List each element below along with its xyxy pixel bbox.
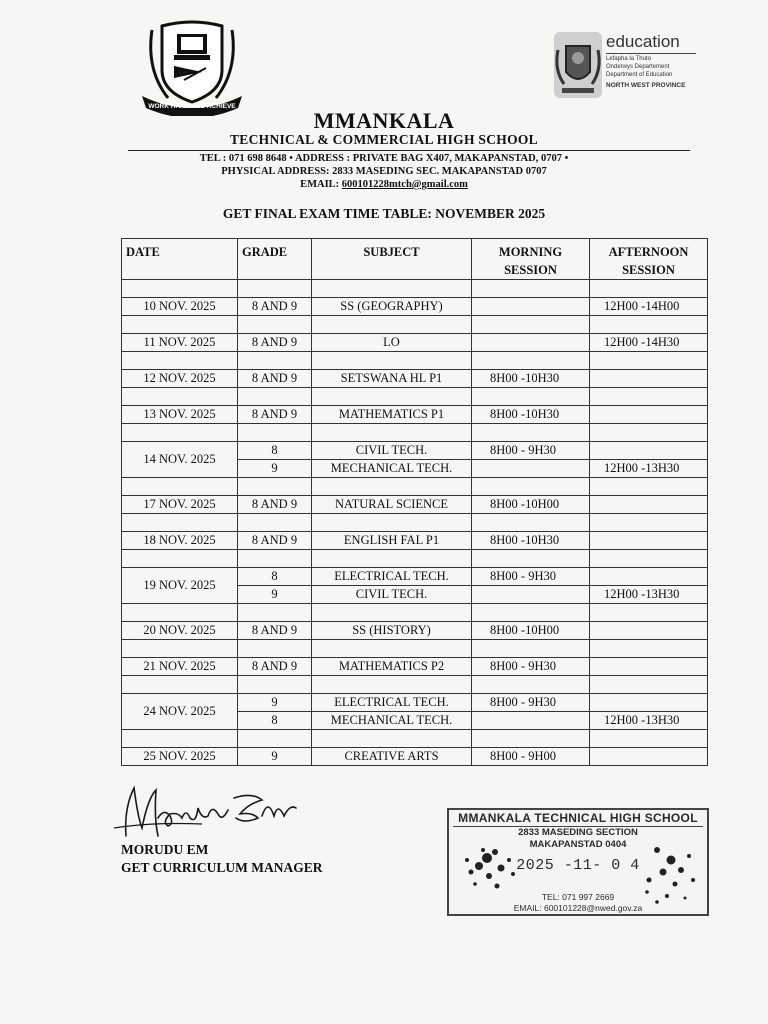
timetable-title: GET FINAL EXAM TIME TABLE: NOVEMBER 2025 <box>222 206 546 221</box>
afternoon-session-cell: 12H00 -14H00 <box>590 298 708 316</box>
date-cell: 24 NOV. 2025 <box>122 694 238 730</box>
stamp-address-line1: 2833 MASEDING SECTION <box>518 827 638 838</box>
grade-cell: 8 AND 9 <box>238 334 312 352</box>
afternoon-session-cell <box>590 748 708 766</box>
stamp-address-line2: MAKAPANSTAD 0404 <box>529 839 627 850</box>
morning-session-cell <box>472 334 590 352</box>
header-subject: SUBJECT <box>312 239 472 280</box>
grade-cell: 9 <box>238 748 312 766</box>
afternoon-session-cell <box>590 568 708 586</box>
exam-row <box>122 370 708 388</box>
grade-cell: 8 AND 9 <box>238 298 312 316</box>
afternoon-session-cell <box>590 496 708 514</box>
afternoon-session-cell: 12H00 -13H30 <box>590 586 708 604</box>
morning-session-cell <box>472 586 590 604</box>
subject-cell: CIVIL TECH. <box>312 442 472 460</box>
stamp-school-name: MMANKALA TECHNICAL HIGH SCHOOL <box>458 811 698 825</box>
exam-row <box>122 406 708 424</box>
spacer-row <box>122 280 708 298</box>
empty-cell <box>590 478 708 496</box>
stamp-email: EMAIL: 600101228@nwed.gov.za <box>513 903 643 913</box>
grade-cell: 8 AND 9 <box>238 532 312 550</box>
afternoon-session-cell: 12H00 -13H30 <box>590 460 708 478</box>
subject-cell: ENGLISH FAL P1 <box>312 532 472 550</box>
spacer-row <box>122 388 708 406</box>
spacer-row <box>122 352 708 370</box>
empty-cell <box>472 676 590 694</box>
afternoon-session-cell <box>590 442 708 460</box>
empty-cell <box>312 640 472 658</box>
date-cell: 20 NOV. 2025 <box>122 622 238 640</box>
empty-cell <box>238 352 312 370</box>
school-crest-logo <box>138 20 246 116</box>
empty-cell <box>122 676 238 694</box>
empty-cell <box>472 550 590 568</box>
exam-row <box>122 568 708 586</box>
empty-cell <box>590 730 708 748</box>
empty-cell <box>122 352 238 370</box>
subject-cell: NATURAL SCIENCE <box>312 496 472 514</box>
subject-cell: ELECTRICAL TECH. <box>312 568 472 586</box>
empty-cell <box>122 478 238 496</box>
empty-cell <box>590 604 708 622</box>
afternoon-session-cell: 12H00 -13H30 <box>590 712 708 730</box>
afternoon-session-cell <box>590 694 708 712</box>
empty-cell <box>312 604 472 622</box>
spacer-row <box>122 640 708 658</box>
empty-cell <box>472 316 590 334</box>
date-cell: 10 NOV. 2025 <box>122 298 238 316</box>
school-name: MMANKALA <box>313 108 455 133</box>
grade-cell: 8 <box>238 712 312 730</box>
morning-session-cell <box>472 298 590 316</box>
date-cell: 17 NOV. 2025 <box>122 496 238 514</box>
school-official-stamp <box>447 808 709 916</box>
empty-cell <box>312 730 472 748</box>
morning-session-cell: 8H00 -10H30 <box>472 532 590 550</box>
empty-cell <box>122 280 238 298</box>
dept-logo-line2: Onderwys Departement <box>606 64 670 70</box>
grade-cell: 8 AND 9 <box>238 406 312 424</box>
stamp-telephone: TEL: 071 997 2669 <box>541 892 615 902</box>
empty-cell <box>238 280 312 298</box>
exam-row <box>122 694 708 712</box>
empty-cell <box>472 640 590 658</box>
grade-cell: 9 <box>238 460 312 478</box>
empty-cell <box>238 424 312 442</box>
date-cell: 14 NOV. 2025 <box>122 442 238 478</box>
department-of-education-logo <box>552 30 700 102</box>
empty-cell <box>590 388 708 406</box>
subject-cell: LO <box>312 334 472 352</box>
empty-cell <box>122 424 238 442</box>
subject-cell: CIVIL TECH. <box>312 586 472 604</box>
afternoon-session-cell: 12H00 -14H30 <box>590 334 708 352</box>
empty-cell <box>312 352 472 370</box>
date-cell: 18 NOV. 2025 <box>122 532 238 550</box>
spacer-row <box>122 316 708 334</box>
subject-cell: MECHANICAL TECH. <box>312 712 472 730</box>
header-afternoon-session: AFTERNOON SESSION <box>590 239 708 280</box>
stamp-date: 2025 -11- 0 4 <box>516 857 640 874</box>
grade-cell: 8 <box>238 442 312 460</box>
school-subtitle: TECHNICAL & COMMERCIAL HIGH SCHOOL <box>230 132 538 147</box>
empty-cell <box>312 388 472 406</box>
empty-cell <box>472 280 590 298</box>
date-cell: 13 NOV. 2025 <box>122 406 238 424</box>
dept-logo-rule <box>606 53 696 54</box>
date-cell: 19 NOV. 2025 <box>122 568 238 604</box>
grade-cell: 9 <box>238 694 312 712</box>
empty-cell <box>590 550 708 568</box>
subject-cell: MECHANICAL TECH. <box>312 460 472 478</box>
morning-session-cell: 8H00 -10H30 <box>472 406 590 424</box>
timetable-body <box>122 280 708 766</box>
morning-session-cell: 8H00 -10H00 <box>472 622 590 640</box>
signatory-name: MORUDU EM <box>121 842 209 857</box>
header-grade: GRADE <box>238 239 312 280</box>
spacer-row <box>122 604 708 622</box>
email-link[interactable]: 600101228mtch@gmail.com <box>341 179 468 190</box>
subject-cell: MATHEMATICS P1 <box>312 406 472 424</box>
dept-logo-line3: Department of Education <box>606 72 673 78</box>
afternoon-session-cell <box>590 658 708 676</box>
date-cell: 12 NOV. 2025 <box>122 370 238 388</box>
subject-cell: ELECTRICAL TECH. <box>312 694 472 712</box>
empty-cell <box>472 730 590 748</box>
empty-cell <box>590 514 708 532</box>
empty-cell <box>122 550 238 568</box>
empty-cell <box>238 550 312 568</box>
spacer-row <box>122 478 708 496</box>
afternoon-session-cell <box>590 622 708 640</box>
morning-session-cell: 8H00 - 9H30 <box>472 442 590 460</box>
empty-cell <box>590 424 708 442</box>
morning-session-cell: 8H00 -10H00 <box>472 496 590 514</box>
empty-cell <box>312 550 472 568</box>
empty-cell <box>312 316 472 334</box>
handwritten-signature <box>112 778 302 848</box>
empty-cell <box>472 424 590 442</box>
morning-session-cell: 8H00 - 9H30 <box>472 658 590 676</box>
spacer-row <box>122 550 708 568</box>
dept-logo-line1: Lefapha la Thuto <box>606 56 651 62</box>
empty-cell <box>472 478 590 496</box>
exam-row <box>122 442 708 460</box>
morning-session-cell: 8H00 - 9H00 <box>472 748 590 766</box>
empty-cell <box>590 352 708 370</box>
empty-cell <box>590 280 708 298</box>
subject-cell: SETSWANA HL P1 <box>312 370 472 388</box>
contact-email-line <box>0 179 768 190</box>
empty-cell <box>122 640 238 658</box>
empty-cell <box>312 478 472 496</box>
contact-tel-address: TEL : 071 698 8648 • ADDRESS : PRIVATE BAG X407, MAKAPANSTAD, 0707 • <box>199 153 569 164</box>
subject-cell: MATHEMATICS P2 <box>312 658 472 676</box>
morning-session-cell: 8H00 -10H30 <box>472 370 590 388</box>
exam-row <box>122 658 708 676</box>
empty-cell <box>472 352 590 370</box>
empty-cell <box>472 604 590 622</box>
coat-of-arms-icon <box>552 30 604 100</box>
grade-cell: 9 <box>238 586 312 604</box>
empty-cell <box>238 514 312 532</box>
empty-cell <box>590 640 708 658</box>
crest-motto: WORK HARD AND ACHIEVE <box>148 103 236 110</box>
empty-cell <box>238 388 312 406</box>
header-morning-session: MORNING SESSION <box>472 239 590 280</box>
exam-row <box>122 748 708 766</box>
subject-cell: SS (GEOGRAPHY) <box>312 298 472 316</box>
spacer-row <box>122 514 708 532</box>
empty-cell <box>590 676 708 694</box>
subject-cell: CREATIVE ARTS <box>312 748 472 766</box>
morning-session-cell: 8H00 - 9H30 <box>472 568 590 586</box>
spacer-row <box>122 676 708 694</box>
exam-row <box>122 334 708 352</box>
empty-cell <box>312 676 472 694</box>
empty-cell <box>122 730 238 748</box>
grade-cell: 8 AND 9 <box>238 658 312 676</box>
empty-cell <box>312 424 472 442</box>
empty-cell <box>238 676 312 694</box>
empty-cell <box>122 316 238 334</box>
subject-cell: SS (HISTORY) <box>312 622 472 640</box>
exam-row <box>122 298 708 316</box>
empty-cell <box>472 388 590 406</box>
dept-logo-main: education <box>606 32 680 51</box>
grade-cell: 8 AND 9 <box>238 496 312 514</box>
dept-logo-line4: NORTH WEST PROVINCE <box>606 82 686 89</box>
empty-cell <box>122 604 238 622</box>
exam-row <box>122 496 708 514</box>
morning-session-cell <box>472 460 590 478</box>
empty-cell <box>238 316 312 334</box>
empty-cell <box>238 730 312 748</box>
date-cell: 25 NOV. 2025 <box>122 748 238 766</box>
empty-cell <box>312 514 472 532</box>
signatory-title: GET CURRICULUM MANAGER <box>121 860 323 875</box>
empty-cell <box>472 514 590 532</box>
empty-cell <box>238 478 312 496</box>
empty-cell <box>238 640 312 658</box>
date-cell: 11 NOV. 2025 <box>122 334 238 352</box>
exam-timetable <box>121 238 708 766</box>
empty-cell <box>238 604 312 622</box>
empty-cell <box>122 388 238 406</box>
grade-cell: 8 AND 9 <box>238 622 312 640</box>
morning-session-cell: 8H00 - 9H30 <box>472 694 590 712</box>
afternoon-session-cell <box>590 370 708 388</box>
morning-session-cell <box>472 712 590 730</box>
empty-cell <box>312 280 472 298</box>
exam-row <box>122 622 708 640</box>
spacer-row <box>122 424 708 442</box>
header-divider <box>128 150 690 151</box>
grade-cell: 8 <box>238 568 312 586</box>
grade-cell: 8 AND 9 <box>238 370 312 388</box>
afternoon-session-cell <box>590 532 708 550</box>
email-label: EMAIL: <box>300 179 342 190</box>
empty-cell <box>590 316 708 334</box>
header-date: DATE <box>122 239 238 280</box>
afternoon-session-cell <box>590 406 708 424</box>
date-cell: 21 NOV. 2025 <box>122 658 238 676</box>
spacer-row <box>122 730 708 748</box>
empty-cell <box>122 514 238 532</box>
contact-physical-address: PHYSICAL ADDRESS: 2833 MASEDING SEC. MAKAPANSTAD 0707 <box>221 166 547 177</box>
exam-row <box>122 532 708 550</box>
